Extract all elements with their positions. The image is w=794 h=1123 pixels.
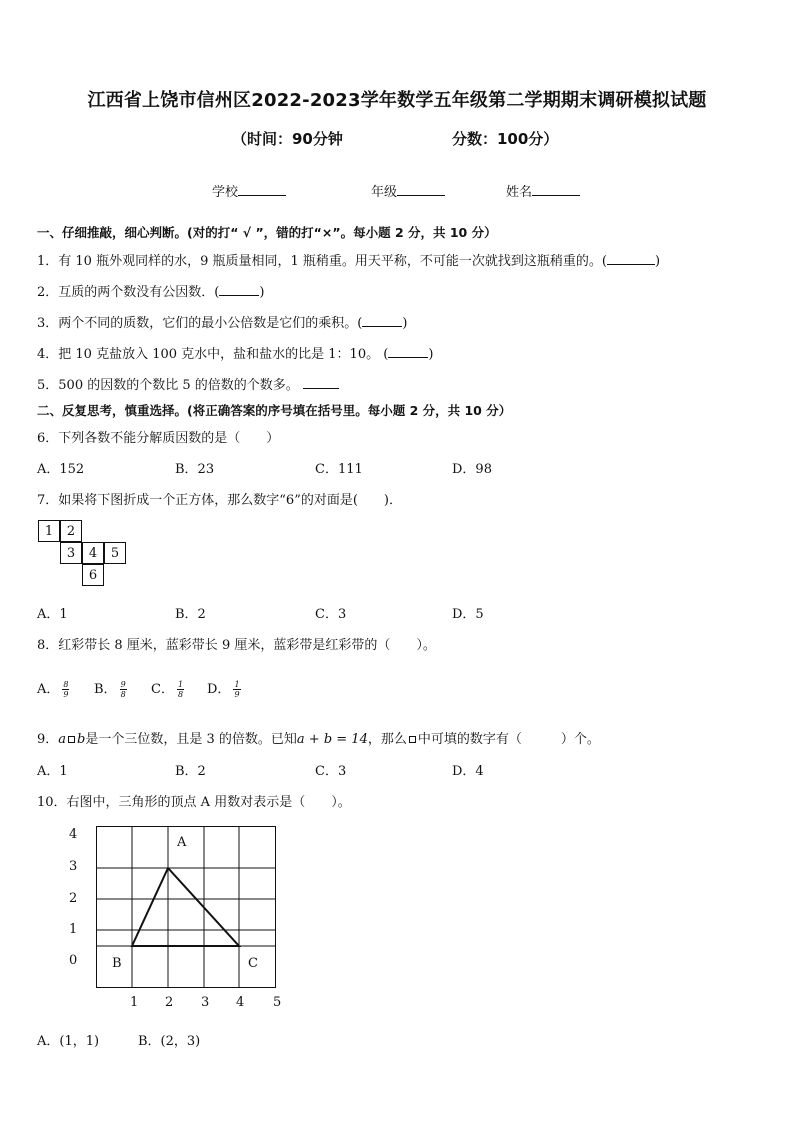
q7-option-b[interactable]: B．2 xyxy=(175,607,206,622)
q10-option-b[interactable]: B．(2，3) xyxy=(138,1034,201,1049)
section2-heading: 二、反复思考，慎重选择。(将正确答案的序号填在括号里。每小题 2 分，共 10 分） xyxy=(37,403,512,418)
point-c-label: C xyxy=(248,956,258,971)
page-title: 江西省上饶市信州区2022-2023学年数学五年级第二学期期末调研模拟试题 xyxy=(87,90,707,111)
point-a-label: A xyxy=(177,835,187,850)
point-b-label: B xyxy=(112,956,122,971)
q8-option-c[interactable]: C． $\frac{1}{8}$ xyxy=(151,680,184,699)
name-label: 姓名 xyxy=(506,185,533,200)
q7-option-a[interactable]: A．1 xyxy=(37,607,68,622)
answer-blank-5[interactable] xyxy=(303,376,339,389)
q6-option-a[interactable]: A．152 xyxy=(37,462,85,477)
q7-option-d[interactable]: D．5 xyxy=(452,607,484,622)
x-label-5: 5 xyxy=(273,995,282,1010)
question-10: 10．右图中，三角形的顶点 A 用数对表示是（ ）。 xyxy=(37,795,351,810)
net-cell-3: 3 xyxy=(60,542,82,564)
question-6: 6．下列各数不能分解质因数的是（ ） xyxy=(37,431,280,446)
triangle-abc xyxy=(132,868,239,946)
question-3: 3．两个不同的质数，它们的最小公倍数是它们的乘积。( ) xyxy=(37,316,408,331)
x-label-3: 3 xyxy=(201,995,210,1010)
school-blank[interactable] xyxy=(238,183,286,196)
net-cell-2: 2 xyxy=(60,520,82,542)
grade-label: 年级 xyxy=(371,185,398,200)
y-label-2: 2 xyxy=(69,891,78,906)
q6-option-c[interactable]: C．111 xyxy=(315,462,363,477)
grade-field xyxy=(371,181,445,200)
net-cell-5: 5 xyxy=(104,542,126,564)
q9-option-b[interactable]: B．2 xyxy=(175,764,206,779)
question-4: 4．把 10 克盐放入 100 克水中，盐和盐水的比是 1：10。 ( ) xyxy=(37,347,434,362)
net-cell-4: 4 xyxy=(82,542,104,564)
answer-blank-4[interactable] xyxy=(388,345,428,358)
q6-option-d[interactable]: D．98 xyxy=(452,462,492,477)
fraction: $\frac{8}{9}$ xyxy=(63,680,69,699)
box-symbol xyxy=(68,736,75,743)
grid-figure xyxy=(96,826,296,996)
fraction: $\frac{1}{8}$ xyxy=(177,680,184,699)
x-label-4: 4 xyxy=(236,995,245,1010)
box-symbol xyxy=(409,736,416,743)
x-label-1: 1 xyxy=(130,995,139,1010)
school-field xyxy=(212,181,286,200)
question-2: 2．互质的两个数没有公因数．( ) xyxy=(37,285,265,300)
answer-blank-2[interactable] xyxy=(219,283,259,296)
q6-option-b[interactable]: B．23 xyxy=(175,462,215,477)
y-label-3: 3 xyxy=(69,859,78,874)
name-blank[interactable] xyxy=(532,183,580,196)
exam-score: 分数：100分） xyxy=(452,130,559,148)
q9-option-d[interactable]: D．4 xyxy=(452,764,484,779)
question-8: 8．红彩带长 8 厘米，蓝彩带长 9 厘米，蓝彩带是红彩带的（ ）。 xyxy=(37,638,436,653)
question-7: 7．如果将下图折成一个正方体，那么数字“6”的对面是( )． xyxy=(37,493,402,508)
exam-time: （时间：90分钟 xyxy=(232,130,343,148)
q8-option-d[interactable]: D． $\frac{1}{9}$ xyxy=(207,680,240,699)
q10-option-a[interactable]: A．(1，1) xyxy=(37,1034,100,1049)
fraction: $\frac{1}{9}$ xyxy=(234,680,240,699)
q8-option-b[interactable]: B． $\frac{9}{8}$ xyxy=(94,680,126,699)
question-1: 1．有 10 瓶外观同样的水，9 瓶质量相同，1 瓶稍重。用天平称，不可能一次就找到这瓶稍重的。( ) xyxy=(37,254,661,269)
fraction: $\frac{9}{8}$ xyxy=(120,680,126,699)
q9-option-a[interactable]: A．1 xyxy=(37,764,68,779)
q7-option-c[interactable]: C．3 xyxy=(315,607,347,622)
school-label: 学校 xyxy=(212,185,239,200)
q8-option-a[interactable]: A． $\frac{8}{9}$ xyxy=(37,680,69,699)
y-label-0: 0 xyxy=(69,953,78,968)
x-label-2: 2 xyxy=(165,995,174,1010)
question-9: 9．a b是一个三位数，且是 3 的倍数。已知a + b = 14，那么 中可填的数字有（ ）个。 xyxy=(37,732,600,747)
y-label-4: 4 xyxy=(69,827,78,842)
name-field xyxy=(506,181,580,200)
y-label-1: 1 xyxy=(69,922,78,937)
net-cell-1: 1 xyxy=(38,520,60,542)
answer-blank-3[interactable] xyxy=(362,314,402,327)
grade-blank[interactable] xyxy=(397,183,445,196)
answer-blank-1[interactable] xyxy=(607,252,655,265)
net-cell-6: 6 xyxy=(82,564,104,586)
q9-option-c[interactable]: C．3 xyxy=(315,764,347,779)
section1-heading: 一、仔细推敲，细心判断。(对的打“ √ ”，错的打“×”。每小题 2 分，共 10 分） xyxy=(37,225,497,240)
question-5: 5．500 的因数的个数比 5 的倍数的个数多。 xyxy=(37,374,339,393)
